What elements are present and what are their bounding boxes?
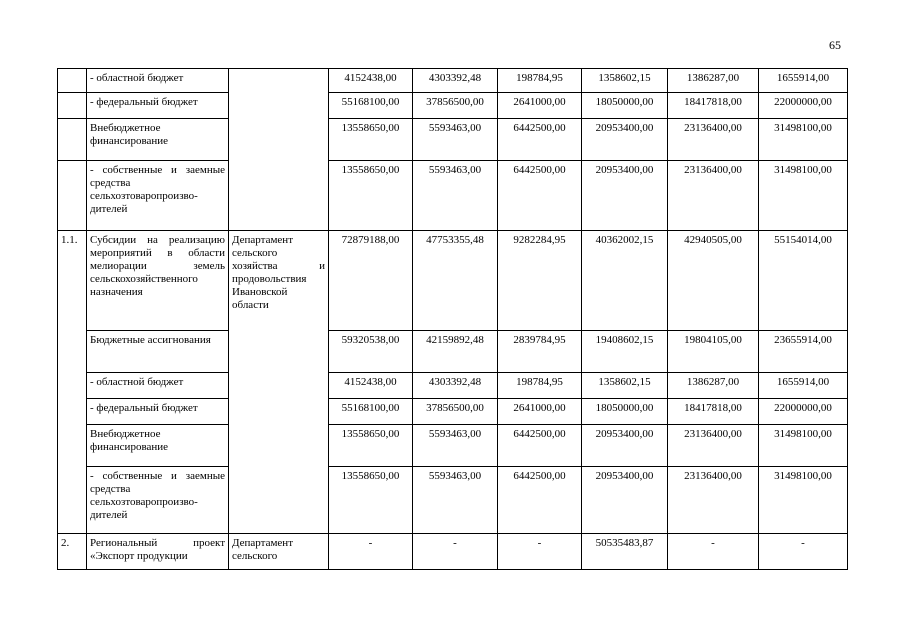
value-cell: 5593463,00: [413, 119, 498, 161]
value-cell: 55168100,00: [329, 399, 413, 425]
value-cell: 23136400,00: [668, 119, 759, 161]
table-row: [58, 231, 848, 331]
value-cell: 4152438,00: [329, 373, 413, 399]
value-cell: 47753355,48: [413, 231, 498, 331]
value-cell: 4152438,00: [329, 69, 413, 93]
value-cell: 20953400,00: [582, 161, 668, 231]
value-cell: 13558650,00: [329, 161, 413, 231]
value-cell: 22000000,00: [759, 399, 848, 425]
value-cell: 55154014,00: [759, 231, 848, 331]
executor-cell-empty: [229, 69, 329, 231]
row-label-cell: - собственные и заемные средства сельхозтоваропроизво-дителей: [87, 161, 229, 231]
table-row: [58, 399, 848, 425]
table-row: [58, 93, 848, 119]
value-cell: 20953400,00: [582, 467, 668, 534]
value-cell: 18417818,00: [668, 399, 759, 425]
value-cell: 59320538,00: [329, 331, 413, 373]
value-cell: 5593463,00: [413, 467, 498, 534]
value-cell: 22000000,00: [759, 93, 848, 119]
table-row: [58, 373, 848, 399]
value-cell: 37856500,00: [413, 399, 498, 425]
value-cell: 6442500,00: [498, 467, 582, 534]
row-index-cell: 2.: [58, 534, 87, 570]
value-cell: 1386287,00: [668, 69, 759, 93]
row-index-cell: [58, 69, 87, 93]
value-cell: 6442500,00: [498, 119, 582, 161]
value-cell: 42940505,00: [668, 231, 759, 331]
value-cell: 19408602,15: [582, 331, 668, 373]
value-cell: 18050000,00: [582, 399, 668, 425]
value-cell: 13558650,00: [329, 119, 413, 161]
value-cell: 2641000,00: [498, 399, 582, 425]
row-label-cell: - собственные и заемные средства сельхозтоваропроизво-дителей: [87, 467, 229, 534]
value-cell: 5593463,00: [413, 161, 498, 231]
executor-cell: Департамент сельского хозяйства и продовольствия Ивановской области: [229, 231, 329, 534]
value-cell: 31498100,00: [759, 119, 848, 161]
row-label-cell: Внебюджетное финансирование: [87, 425, 229, 467]
value-cell: 23136400,00: [668, 161, 759, 231]
value-cell: 18417818,00: [668, 93, 759, 119]
row-label-cell: Субсидии на реализацию мероприятий в области мелиорации земель сельскохозяйственного назначения: [87, 231, 229, 331]
row-label-cell: - федеральный бюджет: [87, 399, 229, 425]
value-cell: 55168100,00: [329, 93, 413, 119]
table-row: [58, 119, 848, 161]
value-cell: 4303392,48: [413, 69, 498, 93]
value-cell: 6442500,00: [498, 425, 582, 467]
value-cell: 13558650,00: [329, 467, 413, 534]
value-cell: 19804105,00: [668, 331, 759, 373]
table-row: [58, 69, 848, 93]
value-cell: 1358602,15: [582, 69, 668, 93]
row-label-cell: - федеральный бюджет: [87, 93, 229, 119]
table-row: [58, 467, 848, 534]
row-index-cell: [58, 93, 87, 119]
value-cell: -: [498, 534, 582, 570]
value-cell: 1386287,00: [668, 373, 759, 399]
value-cell: 18050000,00: [582, 93, 668, 119]
row-label-cell: [87, 534, 229, 570]
row-label-cell: Внебюджетное финансирование: [87, 119, 229, 161]
value-cell: 37856500,00: [413, 93, 498, 119]
value-cell: 198784,95: [498, 373, 582, 399]
row-index-cell: [58, 119, 87, 161]
value-cell: 23655914,00: [759, 331, 848, 373]
value-cell: 198784,95: [498, 69, 582, 93]
value-cell: -: [329, 534, 413, 570]
value-cell: 50535483,87: [582, 534, 668, 570]
value-cell: -: [413, 534, 498, 570]
value-cell: 20953400,00: [582, 425, 668, 467]
value-cell: 31498100,00: [759, 467, 848, 534]
value-cell: -: [759, 534, 848, 570]
value-cell: 1655914,00: [759, 373, 848, 399]
value-cell: 5593463,00: [413, 425, 498, 467]
value-cell: 6442500,00: [498, 161, 582, 231]
value-cell: 40362002,15: [582, 231, 668, 331]
row-index-cell: 1.1.: [58, 231, 87, 534]
value-cell: 9282284,95: [498, 231, 582, 331]
value-cell: 1655914,00: [759, 69, 848, 93]
value-cell: 23136400,00: [668, 467, 759, 534]
value-cell: 31498100,00: [759, 161, 848, 231]
row-index-cell: [58, 161, 87, 231]
value-cell: 42159892,48: [413, 331, 498, 373]
value-cell: 13558650,00: [329, 425, 413, 467]
value-cell: 4303392,48: [413, 373, 498, 399]
table-row: [58, 331, 848, 373]
value-cell: 72879188,00: [329, 231, 413, 331]
table-row: [58, 534, 848, 570]
page-number: 65: [829, 38, 841, 52]
value-cell: 31498100,00: [759, 425, 848, 467]
budget-table: [57, 68, 848, 570]
table-row: [58, 425, 848, 467]
row-label-cell: Бюджетные ассигнования: [87, 331, 229, 373]
row-label-cell: - областной бюджет: [87, 373, 229, 399]
value-cell: 1358602,15: [582, 373, 668, 399]
value-cell: 2641000,00: [498, 93, 582, 119]
value-cell: 2839784,95: [498, 331, 582, 373]
row-label-cell: - областной бюджет: [87, 69, 229, 93]
executor-text: Департамент сельского: [232, 537, 294, 562]
value-cell: 23136400,00: [668, 425, 759, 467]
value-cell: 20953400,00: [582, 119, 668, 161]
table-row: [58, 161, 848, 231]
executor-cell: [229, 534, 329, 570]
value-cell: -: [668, 534, 759, 570]
row-label-text: Региональный проект «Экспорт продукции: [90, 537, 225, 562]
